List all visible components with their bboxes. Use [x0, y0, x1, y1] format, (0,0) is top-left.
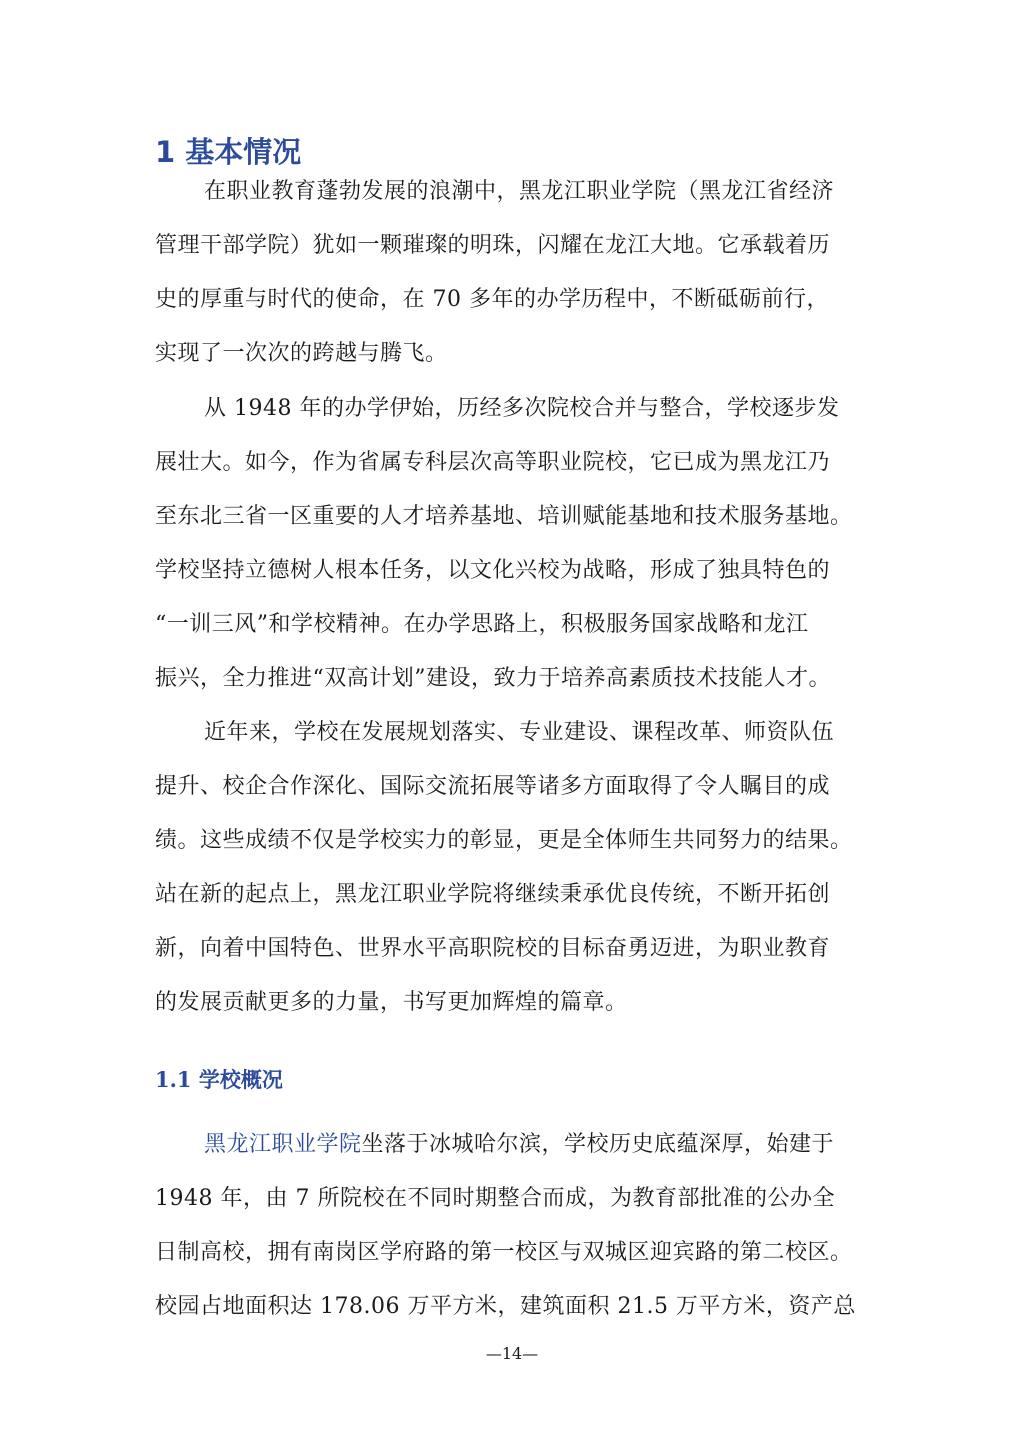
paragraph-line: 振兴，全力推进“双高计划”建设，致力于培养高素质技术技能人才。 — [155, 666, 831, 691]
paragraph-line: 近年来，学校在发展规划落实、专业建设、课程改革、师资队伍 — [204, 720, 835, 745]
paragraph-line: 学校坚持立德树人根本任务，以文化兴校为战略，形成了独具特色的 — [155, 558, 831, 583]
paragraph-line: 校园占地面积达 178.06 万平方米，建筑面积 21.5 万平方米，资产总 — [155, 1294, 856, 1319]
school-name-highlight: 黑龙江职业学院 — [204, 1132, 362, 1157]
subsection-heading: 1.1 学校概况 — [155, 1067, 283, 1092]
paragraph-line: 日制高校，拥有南岗区学府路的第一校区与双城区迎宾路的第二校区。 — [155, 1240, 853, 1265]
section-heading: 1 基本情况 — [155, 135, 302, 169]
paragraph-line: 从 1948 年的办学伊始，历经多次院校合并与整合，学校逐步发 — [204, 396, 840, 421]
paragraph-line: 提升、校企合作深化、国际交流拓展等诸多方面取得了令人瞩目的成 — [155, 774, 831, 799]
paragraph-line: 新，向着中国特色、世界水平高职院校的目标奋勇迈进，为职业教育 — [155, 936, 831, 961]
paragraph-line: 史的厚重与时代的使命，在 70 多年的办学历程中，不断砥砺前行， — [155, 287, 829, 312]
paragraph-line: “一训三风”和学校精神。在办学思路上，积极服务国家战略和龙江 — [155, 612, 809, 637]
paragraph-line: 在职业教育蓬勃发展的浪潮中，黑龙江职业学院（黑龙江省经济 — [204, 179, 835, 204]
paragraph-text: 坐落于冰城哈尔滨，学校历史底蕴深厚，始建于 — [361, 1132, 835, 1157]
paragraph-line: 展壮大。如今，作为省属专科层次高等职业院校，它已成为黑龙江乃 — [155, 450, 831, 475]
paragraph-line: 1948 年，由 7 所院校在不同时期整合而成，为教育部批准的公办全 — [155, 1186, 835, 1211]
paragraph-line — [204, 1125, 834, 1165]
paragraph-line: 管理干部学院）犹如一颗璀璨的明珠，闪耀在龙江大地。它承载着历 — [155, 233, 831, 258]
paragraph-line: 的发展贡献更多的力量，书写更加辉煌的篇章。 — [155, 990, 628, 1015]
paragraph-line: 至东北三省一区重要的人才培养基地、培训赋能基地和技术服务基地。 — [155, 504, 853, 529]
paragraph-line: 实现了一次次的跨越与腾飞。 — [155, 341, 448, 366]
page-number: —14— — [485, 1344, 539, 1363]
paragraph-line: 绩。这些成绩不仅是学校实力的彰显，更是全体师生共同努力的结果。 — [155, 828, 853, 853]
paragraph-line: 站在新的起点上，黑龙江职业学院将继续秉承优良传统，不断开拓创 — [155, 882, 831, 907]
